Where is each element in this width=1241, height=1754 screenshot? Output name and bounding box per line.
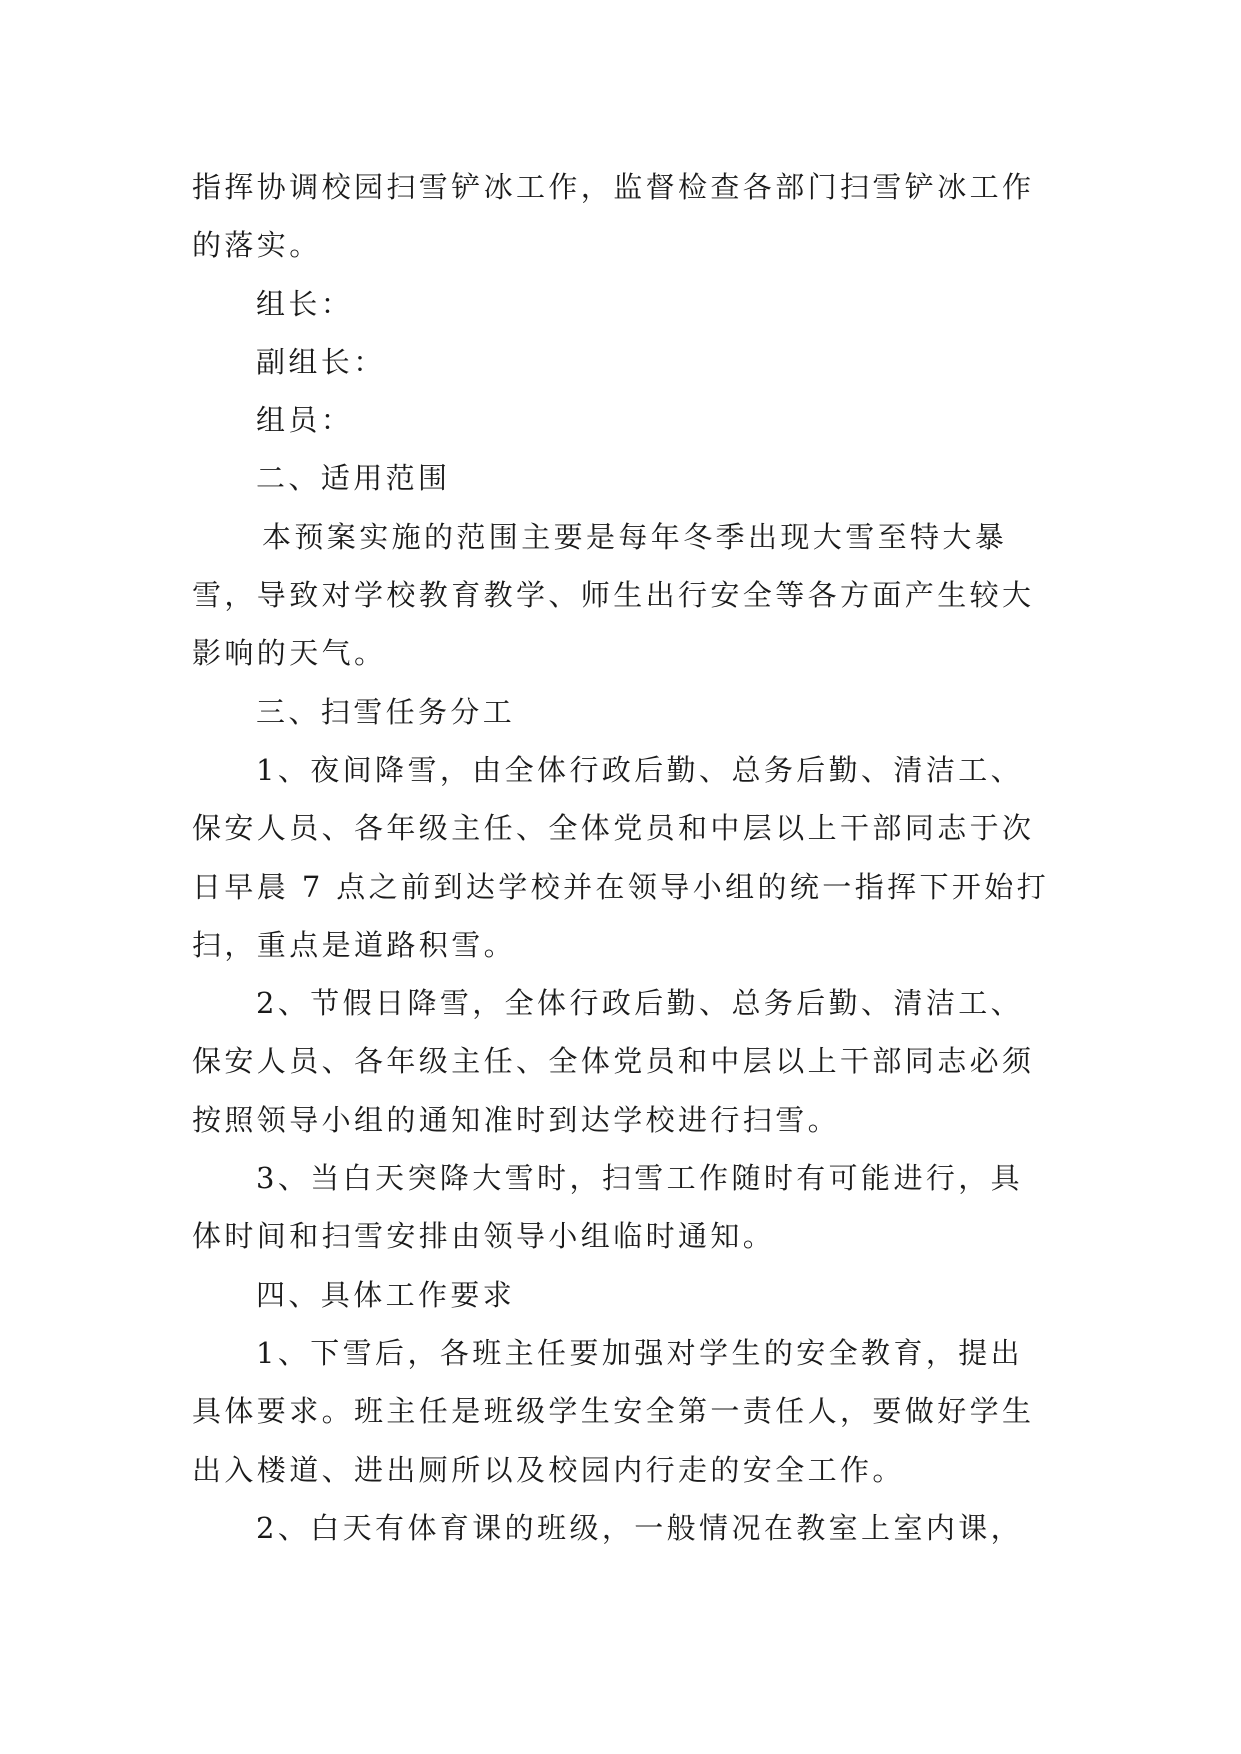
body-line: 的落实。 [192, 228, 322, 263]
paragraph-line: 2、白天有体育课的班级，一般情况在教室上室内课， [256, 1510, 1024, 1545]
paragraph-line: 保安人员、各年级主任、全体党员和中层以上干部同志必须 [192, 1044, 1035, 1079]
paragraph-line: 日早晨 7 点之前到达学校并在领导小组的统一指挥下开始打 [192, 869, 1050, 904]
group-members-label: 组员： [256, 403, 354, 438]
group-leader-label: 组长： [256, 286, 354, 321]
paragraph-line: 出入楼道、进出厕所以及校园内行走的安全工作。 [192, 1452, 905, 1487]
paragraph-line: 影响的天气。 [192, 636, 387, 671]
section-heading: 三、扫雪任务分工 [256, 694, 516, 729]
paragraph-line: 体时间和扫雪安排由领导小组临时通知。 [192, 1219, 776, 1254]
paragraph-line: 本预案实施的范围主要是每年冬季出现大雪至特大暴 [262, 519, 1008, 554]
paragraph-line: 2、节假日降雪，全体行政后勤、总务后勤、清洁工、 [256, 986, 1024, 1021]
document-body [192, 158, 1052, 1557]
paragraph-line: 1、夜间降雪，由全体行政后勤、总务后勤、清洁工、 [256, 752, 1024, 787]
paragraph-line: 1、下雪后，各班主任要加强对学生的安全教育，提出 [256, 1335, 1024, 1370]
deputy-leader-label: 副组长： [256, 344, 386, 379]
paragraph-line: 保安人员、各年级主任、全体党员和中层以上干部同志于次 [192, 811, 1035, 846]
section-heading: 二、适用范围 [256, 461, 451, 496]
section-heading: 四、具体工作要求 [256, 1277, 516, 1312]
paragraph-line: 按照领导小组的通知准时到达学校进行扫雪。 [192, 1102, 841, 1137]
paragraph-line: 雪，导致对学校教育教学、师生出行安全等各方面产生较大 [192, 578, 1035, 613]
paragraph-line: 扫，重点是道路积雪。 [192, 927, 517, 962]
body-line: 指挥协调校园扫雪铲冰工作，监督检查各部门扫雪铲冰工作 [192, 170, 1035, 204]
paragraph-line: 3、当白天突降大雪时，扫雪工作随时有可能进行，具 [256, 1161, 1024, 1196]
paragraph-line: 具体要求。班主任是班级学生安全第一责任人，要做好学生 [192, 1394, 1035, 1429]
